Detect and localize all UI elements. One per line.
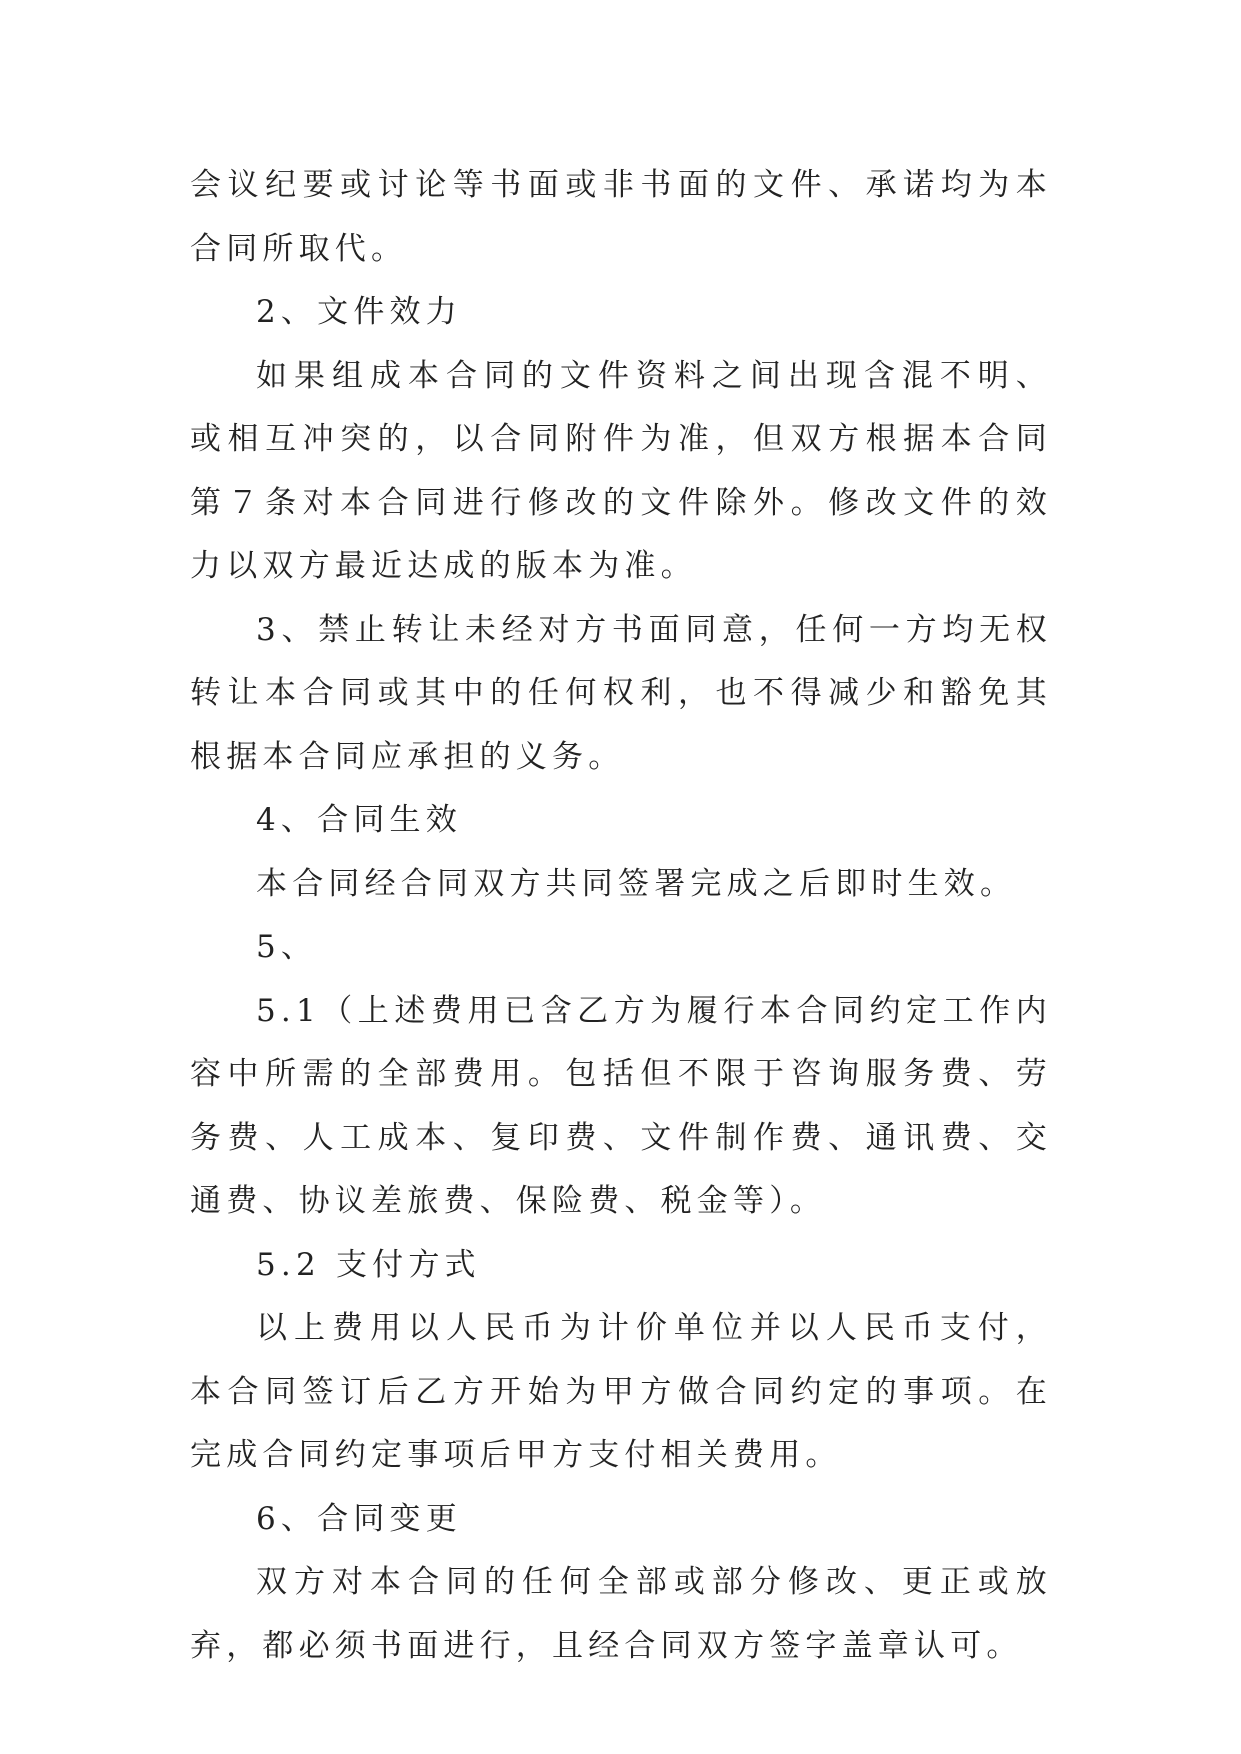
paragraph-continuation: 会议纪要或讨论等书面或非书面的文件、承诺均为本合同所取代。 <box>190 167 1052 267</box>
paragraph-payment-method: 以上费用以人民币为计价单位并以人民币支付，本合同签订后乙方开始为甲方做合同约定的事项。在完成合同约定事项后甲方支付相关费用。 <box>190 1310 1052 1473</box>
section-heading-contract-change: 6、合同变更 <box>256 1500 462 1537</box>
section-heading-contract-effect: 4、合同生效 <box>256 802 462 838</box>
paragraph-transfer-prohibition: 3、禁止转让未经对方书面同意，任何一方均无权转让本合同或其中的任何权利，也不得减少和豁免其根据本合同应承担的义务。 <box>190 611 1052 775</box>
paragraph-file-validity: 如果组成本合同的文件资料之间出现含混不明、或相互冲突的，以合同附件为准，但双方根据本合同第７条对本合同进行修改的文件除外。修改文件的效力以双方最近达成的版本为准。 <box>190 357 1052 584</box>
paragraph-fees: 5.1（上述费用已含乙方为履行本合同约定工作内容中所需的全部费用。包括但不限于咨询服务费、劳务费、人工成本、复印费、文件制作费、通讯费、交通费、协议差旅费、保险费、税金等）。 <box>190 992 1052 1219</box>
section-heading-5: 5、 <box>256 929 318 965</box>
paragraph-contract-effect: 本合同经合同双方共同签署完成之后即时生效。 <box>256 865 1017 902</box>
document-body <box>190 154 1052 1678</box>
section-heading-payment-method: 5.2 支付方式 <box>256 1246 481 1283</box>
paragraph-contract-change: 双方对本合同的任何全部或部分修改、更正或放弃，都必须书面进行，且经合同双方签字盖章认可。 <box>190 1564 1052 1664</box>
section-heading-file-validity: 2、文件效力 <box>256 294 462 330</box>
